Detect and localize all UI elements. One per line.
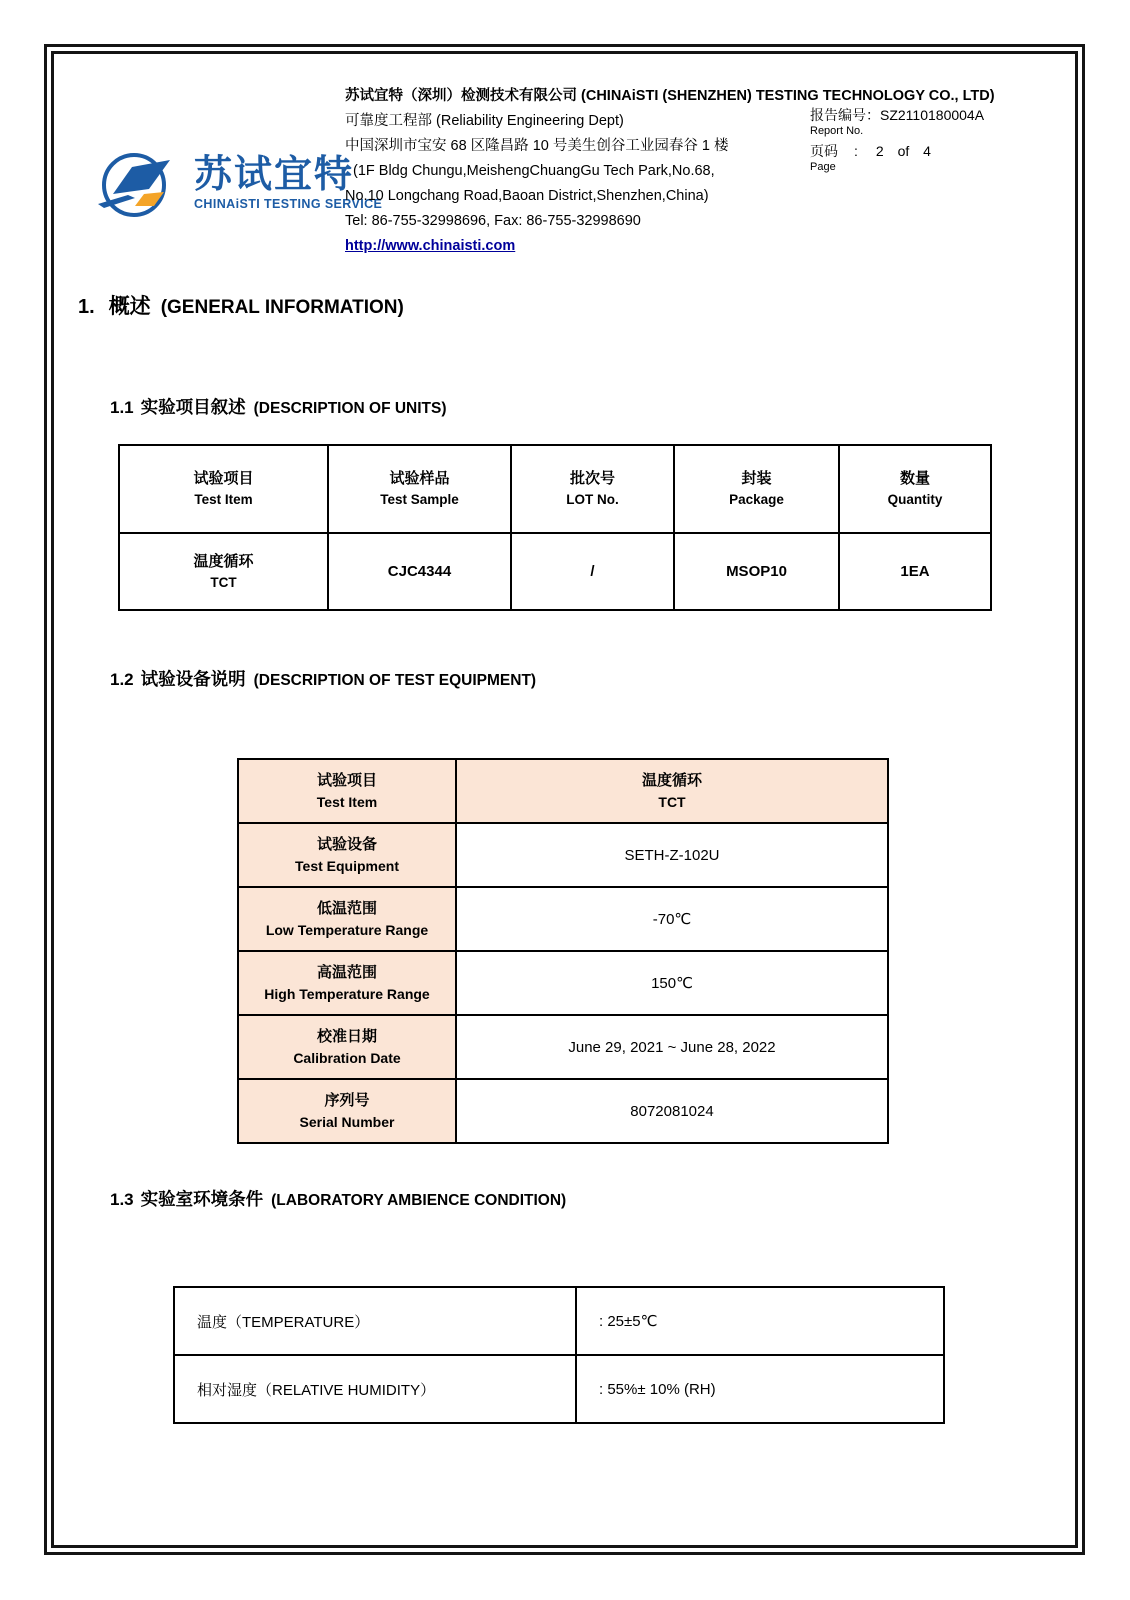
section-title-cn: 试验设备说明 (140, 669, 246, 689)
logo-text-en: CHINAiSTI TESTING SERVICE (194, 197, 383, 211)
ambience-table (173, 1286, 945, 1424)
cell-lot-no: / (511, 533, 674, 610)
report-info-block (810, 106, 984, 178)
header-cell-test-item: 试验项目 Test Item (119, 445, 328, 533)
ambience-row-humidity (174, 1355, 944, 1423)
section-number: 1.3 (110, 1190, 134, 1209)
company-logo (98, 144, 382, 222)
section-title-cn: 实验室环境条件 (140, 1189, 264, 1209)
page-separator: : (854, 143, 858, 159)
section-title-en: (DESCRIPTION OF TEST EQUIPMENT) (253, 672, 537, 689)
section-title-cn: 概述 (108, 295, 151, 318)
row-label-cell: 序列号 Serial Number (238, 1079, 456, 1143)
equipment-row-calibration-date (238, 1015, 888, 1079)
row-value-cell: 温度循环 TCT (456, 759, 888, 823)
cell-test-item: 温度循环 TCT (119, 533, 328, 610)
header-cell-quantity: 数量 Quantity (839, 445, 991, 533)
row-value-cell: SETH-Z-102U (456, 823, 888, 887)
row-label-cell: 相对湿度（RELATIVE HUMIDITY） (174, 1355, 576, 1423)
section-title-ambience (110, 1186, 566, 1211)
address-en-line2: No.10 Longchang Road,Baoan District,Shenzhen,China) (345, 188, 709, 204)
row-label-cell: 低温范围 Low Temperature Range (238, 887, 456, 951)
ambience-row-temperature (174, 1287, 944, 1355)
section-number: 1.1 (110, 398, 134, 417)
row-value-cell: : 25±5℃ (576, 1287, 944, 1355)
section-title-en: (LABORATORY AMBIENCE CONDITION) (271, 1192, 567, 1209)
equipment-row-test-item (238, 759, 888, 823)
equipment-table (237, 758, 889, 1144)
company-name: 苏试宜特（深圳）检测技术有限公司 (CHINAiSTI (SHENZHEN) TESTING TECHNOLOGY CO., LTD) (345, 88, 995, 104)
header-cell-test-sample: 试验样品 Test Sample (328, 445, 511, 533)
address-cn: 中国深圳市宝安 68 区隆昌路 10 号美生创谷工业园春谷 1 楼 (345, 138, 729, 154)
page-label: 页码 (810, 143, 838, 159)
row-label-cell: 试验项目 Test Item (238, 759, 456, 823)
cell-package: MSOP10 (674, 533, 839, 610)
equipment-row-low-temp (238, 887, 888, 951)
row-value-cell: 150℃ (456, 951, 888, 1015)
row-label-cell: 高温范围 High Temperature Range (238, 951, 456, 1015)
section-number: 1.2 (110, 670, 134, 689)
row-value-cell: -70℃ (456, 887, 888, 951)
equipment-row-test-equipment (238, 823, 888, 887)
section-number: 1. (78, 296, 95, 318)
report-no-label: 报告编号： (810, 107, 880, 123)
units-table-header-row (119, 445, 991, 533)
equipment-row-high-temp (238, 951, 888, 1015)
page-number: 2 of 4 (875, 143, 931, 159)
department-line: 可靠度工程部 (Reliability Engineering Dept) (345, 113, 624, 129)
row-label-cell: 校准日期 Calibration Date (238, 1015, 456, 1079)
units-table (118, 444, 992, 611)
address-en-line1: (1F Bldg Chungu,MeishengChuangGu Tech Park,No.68, (353, 163, 715, 179)
section-title-en: (GENERAL INFORMATION) (160, 297, 404, 318)
tel-fax-line: Tel: 86-755-32998696, Fax: 86-755-32998690 (345, 213, 641, 229)
row-value-cell: June 29, 2021 ~ June 28, 2022 (456, 1015, 888, 1079)
section-title-en: (DESCRIPTION OF UNITS) (253, 400, 447, 417)
page-label-en: Page (810, 161, 836, 173)
header-cell-package: 封装 Package (674, 445, 839, 533)
row-value-cell: : 55%± 10% (RH) (576, 1355, 944, 1423)
section-title-equipment (110, 666, 536, 691)
logo-text-cn: 苏试宜特 (194, 154, 355, 196)
units-table-data-row (119, 533, 991, 610)
equipment-row-serial-number (238, 1079, 888, 1143)
chinaisti-logo-icon (98, 144, 184, 222)
section-title-units (110, 394, 447, 419)
section-title-general (78, 290, 404, 320)
cell-test-sample: CJC4344 (328, 533, 511, 610)
row-value-cell: 8072081024 (456, 1079, 888, 1143)
report-no-value: SZ2110180004A (880, 107, 985, 123)
cell-quantity: 1EA (839, 533, 991, 610)
header-cell-lot-no: 批次号 LOT No. (511, 445, 674, 533)
row-label-cell: 温度（TEMPERATURE） (174, 1287, 576, 1355)
report-no-label-en: Report No. (810, 125, 864, 137)
website-link[interactable]: http://www.chinaisti.com (345, 238, 516, 254)
section-title-cn: 实验项目叙述 (140, 397, 246, 417)
row-label-cell: 试验设备 Test Equipment (238, 823, 456, 887)
